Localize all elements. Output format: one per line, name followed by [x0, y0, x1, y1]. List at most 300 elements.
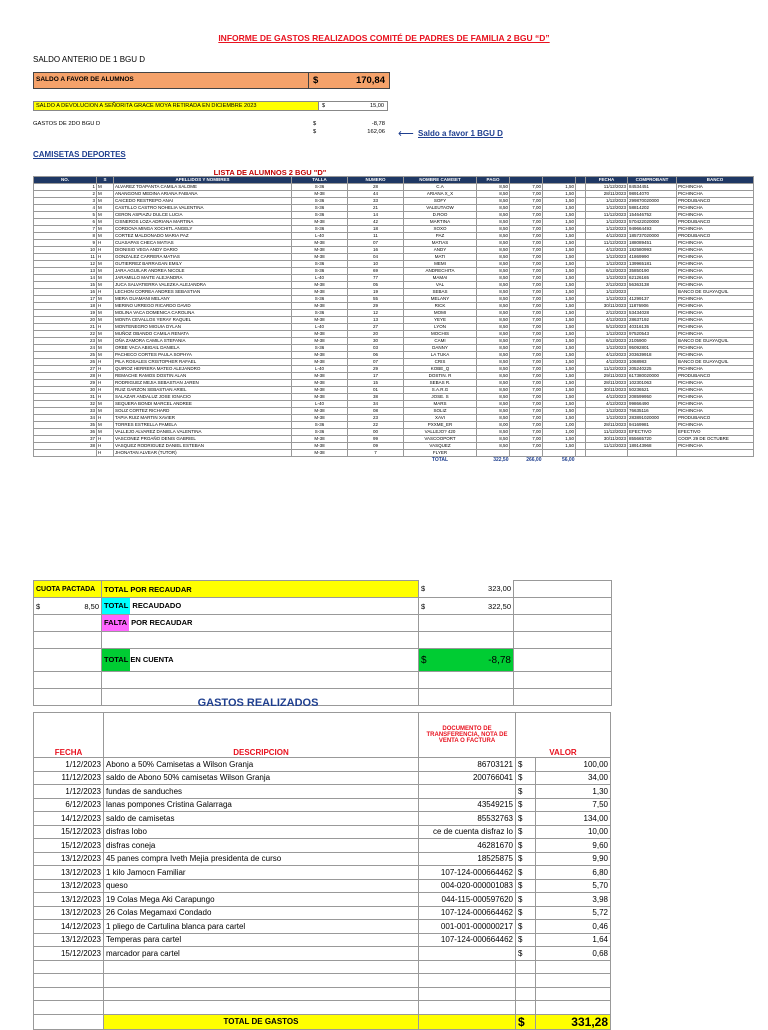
- roster-cell: [576, 359, 586, 366]
- roster-cell: 7,00: [510, 429, 543, 436]
- roster-cell: [34, 450, 97, 457]
- roster-cell: 8,50: [477, 261, 510, 268]
- currency-symbol: $: [516, 947, 536, 961]
- roster-row: [34, 324, 754, 331]
- roster-row: [34, 191, 754, 198]
- gasto-documento: 044-115-000597620: [419, 893, 516, 907]
- roster-cell: 1068983: [628, 359, 677, 366]
- blank-row: [34, 1001, 611, 1015]
- roster-cell: 7: [348, 450, 404, 457]
- roster-cell: VALEUTAOW: [404, 205, 477, 212]
- roster-cell: H: [97, 247, 114, 254]
- roster-cell: 12: [34, 261, 97, 268]
- roster-cell: 8,50: [477, 394, 510, 401]
- roster-cell: GUTIERREZ BARRAGAN EMILY: [114, 261, 292, 268]
- roster-cell: 62126165: [628, 275, 677, 282]
- roster-cell: PRODUBANCO: [677, 415, 754, 422]
- roster-cell: MERA GUAMANI MELANY: [114, 296, 292, 303]
- roster-cell: 7,00: [510, 345, 543, 352]
- roster-cell: H: [97, 366, 114, 373]
- roster-cell: 03: [348, 345, 404, 352]
- roster-cell: 14: [34, 275, 97, 282]
- roster-cell: 6: [34, 219, 97, 226]
- roster-cell: M-38: [292, 415, 348, 422]
- roster-cell: 01: [348, 387, 404, 394]
- roster-cell: 58814202: [628, 205, 677, 212]
- roster-row: [34, 198, 754, 205]
- roster-cell: [628, 289, 677, 296]
- roster-cell: ARIANA X_X: [404, 191, 477, 198]
- roster-cell: 97520543: [628, 331, 677, 338]
- roster-cell: [576, 247, 586, 254]
- roster-total-row: [34, 457, 754, 464]
- blank-row: [34, 632, 612, 649]
- roster-cell: MEMI: [404, 261, 477, 268]
- roster-cell: 33: [348, 198, 404, 205]
- fecha-header: FECHA: [34, 713, 104, 758]
- roster-cell: H: [97, 303, 114, 310]
- roster-cell: LECHON CORREA ANDRES SEBASTIAN: [114, 289, 292, 296]
- roster-cell: 13: [348, 317, 404, 324]
- roster-cell: S-36: [292, 296, 348, 303]
- roster-cell: SOFY: [404, 198, 477, 205]
- saldo-favor-link[interactable]: Saldo a favor 1 BGU D: [418, 129, 503, 138]
- roster-row: [34, 331, 754, 338]
- roster-cell: M-38: [292, 352, 348, 359]
- roster-row: [34, 212, 754, 219]
- roster-cell: PICHINCHA: [677, 184, 754, 191]
- roster-row: [34, 408, 754, 415]
- gasto-fecha: 14/12/2023: [34, 812, 104, 826]
- roster-cell: VASCOOPORT: [404, 436, 477, 443]
- roster-cell: 77: [348, 275, 404, 282]
- gasto-fecha: 13/12/2023: [34, 933, 104, 947]
- roster-cell: MARS: [404, 401, 477, 408]
- roster-cell: 8,50: [477, 268, 510, 275]
- roster-cell: 11: [348, 233, 404, 240]
- roster-cell: M-38: [292, 289, 348, 296]
- roster-cell: 11876906: [628, 303, 677, 310]
- roster-cell: 18: [34, 303, 97, 310]
- roster-cell: SOLIZ: [404, 408, 477, 415]
- roster-cell: [543, 450, 576, 457]
- roster-cell: 1/12/2023: [586, 331, 628, 338]
- roster-row: [34, 450, 754, 457]
- roster-cell: RICK: [404, 303, 477, 310]
- roster-cell: RUIZ GARZON SEBASTIAN ARIEL: [114, 387, 292, 394]
- roster-cell: 20: [348, 331, 404, 338]
- roster-cell: SEQUERA BONDI MARCEL ANDREE: [114, 401, 292, 408]
- roster-cell: DANNY: [404, 345, 477, 352]
- gasto-documento: [419, 785, 516, 799]
- gasto-valor: 7,50: [536, 798, 611, 812]
- roster-cell: H: [97, 324, 114, 331]
- roster-cell: 42: [348, 219, 404, 226]
- roster-cell: PICHINCHA: [677, 296, 754, 303]
- summary-row: [34, 649, 612, 672]
- roster-cell: M-38: [292, 380, 348, 387]
- roster-cell: LYON: [404, 324, 477, 331]
- gasto-documento: ce de cuenta disfraz lo: [419, 825, 516, 839]
- roster-cell: 84534451: [628, 184, 677, 191]
- roster-cell: [510, 450, 543, 457]
- roster-cell: [576, 394, 586, 401]
- roster-cell: 6/12/2023: [586, 268, 628, 275]
- roster-cell: 1,50: [543, 317, 576, 324]
- saldo-1bgu-value: 162,06: [367, 129, 385, 135]
- roster-cell: 1: [34, 184, 97, 191]
- roster-cell: 4/12/2023: [586, 359, 628, 366]
- roster-cell: [576, 261, 586, 268]
- gasto-descripcion: Abono a 50% Camisetas a Wilson Granja: [104, 758, 419, 772]
- gasto-fecha: 1/12/2023: [34, 758, 104, 772]
- roster-cell: [576, 352, 586, 359]
- roster-cell: 8,50: [477, 338, 510, 345]
- roster-cell: RODRIGUEZ MEJIA SEBASTIAN JAREN: [114, 380, 292, 387]
- gastos-total-row: [34, 1014, 611, 1029]
- roster-cell: 7,00: [510, 289, 543, 296]
- roster-cell: C.A: [404, 184, 477, 191]
- currency-symbol: $: [516, 771, 536, 785]
- roster-cell: 31: [34, 394, 97, 401]
- roster-cell: L-40: [292, 401, 348, 408]
- gasto-documento: 107-124-000664462: [419, 906, 516, 920]
- roster-cell: CASTILLO CASTRO NOHELIA VALENTINA: [114, 205, 292, 212]
- roster-cell: 95092801: [628, 345, 677, 352]
- gasto-valor: 34,00: [536, 771, 611, 785]
- roster-cell: 55: [348, 296, 404, 303]
- roster-cell: 69: [348, 268, 404, 275]
- roster-row: [34, 352, 754, 359]
- currency-symbol: $: [516, 852, 536, 866]
- roster-cell: 1,50: [543, 268, 576, 275]
- gastos-row: [34, 798, 611, 812]
- roster-cell: 1,50: [543, 338, 576, 345]
- roster-cell: SOLIZ CORTEZ RICHARD: [114, 408, 292, 415]
- roster-cell: [576, 310, 586, 317]
- roster-row: [34, 380, 754, 387]
- empty-cell: [419, 1014, 516, 1029]
- roster-cell: 2/12/2023: [586, 282, 628, 289]
- roster-row: [34, 254, 754, 261]
- roster-cell: 154646752: [628, 212, 677, 219]
- roster-cell: S-36: [292, 198, 348, 205]
- roster-cell: 1,50: [543, 261, 576, 268]
- roster-cell: JUCA SALVATIERRA VALEZKA ALEJANDRA: [114, 282, 292, 289]
- roster-cell: 1,50: [543, 394, 576, 401]
- valor-header: VALOR: [516, 713, 611, 758]
- en-cuenta-value: -8,78: [488, 654, 511, 666]
- roster-cell: 283891020000: [628, 415, 677, 422]
- roster-column-header: NO.: [34, 177, 97, 184]
- roster-cell: 7,00: [510, 352, 543, 359]
- roster-cell: M: [97, 429, 114, 436]
- roster-cell: [576, 317, 586, 324]
- roster-cell: PICHINCHA: [677, 275, 754, 282]
- roster-cell: 30: [34, 387, 97, 394]
- currency-symbol: $: [421, 654, 427, 666]
- roster-cell: DIONISIO VEGA ANDY DARIO: [114, 247, 292, 254]
- roster-cell: 7,00: [510, 191, 543, 198]
- gasto-valor: 5,70: [536, 879, 611, 893]
- roster-cell: H: [97, 450, 114, 457]
- roster-cell: 4/12/2023: [586, 317, 628, 324]
- gasto-documento: 86703121: [419, 758, 516, 772]
- roster-cell: CERON ASPIAZU DULCE LUCIA: [114, 212, 292, 219]
- roster-row: [34, 268, 754, 275]
- roster-cell: 1,50: [543, 303, 576, 310]
- roster-cell: 11/12/2023: [586, 240, 628, 247]
- roster-cell: 13: [34, 268, 97, 275]
- roster-cell: 7,00: [510, 247, 543, 254]
- devolucion-value-cell: [319, 101, 388, 111]
- roster-cell: 8,50: [477, 191, 510, 198]
- roster-cell: S-36: [292, 226, 348, 233]
- roster-cell: M-38: [292, 394, 348, 401]
- roster-cell: 8,50: [477, 401, 510, 408]
- roster-cell: YEYE: [404, 317, 477, 324]
- devolucion-value: 15,00: [370, 103, 384, 109]
- roster-row: [34, 233, 754, 240]
- roster-cell: 7,00: [510, 387, 543, 394]
- roster-cell: 1,50: [543, 247, 576, 254]
- roster-cell: M-38: [292, 282, 348, 289]
- roster-cell: [576, 205, 586, 212]
- roster-row: [34, 205, 754, 212]
- roster-cell: 41299137: [628, 296, 677, 303]
- roster-cell: 1,50: [543, 415, 576, 422]
- roster-cell: M: [97, 345, 114, 352]
- gasto-documento: 004-020-000001083: [419, 879, 516, 893]
- empty-cell: [586, 457, 628, 464]
- roster-cell: [576, 443, 586, 450]
- roster-row: [34, 401, 754, 408]
- roster-cell: 8,50: [477, 247, 510, 254]
- currency-symbol: $: [421, 584, 426, 593]
- roster-cell: 7,00: [510, 254, 543, 261]
- roster-cell: PICHINCHA: [677, 212, 754, 219]
- currency-symbol: $: [516, 785, 536, 799]
- roster-cell: M: [97, 282, 114, 289]
- roster-cell: JARAMILLO MAITE ALEJANDRA: [114, 275, 292, 282]
- roster-cell: MOMI: [404, 310, 477, 317]
- summary-table: [33, 580, 612, 706]
- summary-label-b: EN CUENTA: [130, 655, 174, 664]
- roster-cell: PICHINCHA: [677, 205, 754, 212]
- roster-cell: 8,50: [477, 436, 510, 443]
- roster-cell: 1,50: [543, 254, 576, 261]
- roster-cell: 855665720: [628, 436, 677, 443]
- roster-cell: M-38: [292, 254, 348, 261]
- roster-cell: 182580993: [628, 247, 677, 254]
- roster-row: [34, 261, 754, 268]
- roster-cell: [628, 450, 677, 457]
- roster-cell: M: [97, 352, 114, 359]
- currency-symbol: $: [516, 812, 536, 826]
- roster-cell: H: [97, 394, 114, 401]
- roster-cell: 7,00: [510, 212, 543, 219]
- roster-cell: 205240225: [628, 366, 677, 373]
- empty-cell: [34, 615, 102, 632]
- roster-row: [34, 345, 754, 352]
- empty-cell: [114, 457, 292, 464]
- saldo-anterior-label: SALDO ANTERIO DE 1 BGU D: [33, 55, 146, 64]
- roster-cell: 8,50: [477, 219, 510, 226]
- roster-cell: 5/12/2023: [586, 324, 628, 331]
- roster-cell: 7,00: [510, 184, 543, 191]
- gastos-total-label: TOTAL DE GASTOS: [104, 1014, 419, 1029]
- roster-cell: 8,50: [477, 226, 510, 233]
- roster-cell: 40316135: [628, 324, 677, 331]
- gasto-fecha: 11/12/2023: [34, 771, 104, 785]
- roster-cell: PXXME_ER: [404, 422, 477, 429]
- roster-column-header: [510, 177, 543, 184]
- roster-cell: M: [97, 184, 114, 191]
- roster-cell: 7,00: [510, 366, 543, 373]
- roster-cell: 33: [34, 408, 97, 415]
- roster-cell: 7,00: [510, 275, 543, 282]
- roster-cell: 1/12/2023: [586, 219, 628, 226]
- roster-cell: 1,50: [543, 184, 576, 191]
- roster-cell: 34: [34, 415, 97, 422]
- roster-cell: PRODUBANCO: [677, 233, 754, 240]
- roster-cell: M: [97, 408, 114, 415]
- roster-cell: 15: [348, 380, 404, 387]
- roster-cell: 7,00: [510, 296, 543, 303]
- roster-cell: 2105900: [628, 338, 677, 345]
- roster-cell: BANCO DE GUAYAQUIL: [677, 338, 754, 345]
- roster-cell: 8,50: [477, 198, 510, 205]
- empty-cell: [34, 1014, 104, 1029]
- cuota-pactada-label: CUOTA PACTADA: [34, 581, 102, 598]
- roster-cell: 1,00: [543, 429, 576, 436]
- roster-cell: 50236521: [628, 387, 677, 394]
- roster-cell: GONZALEZ CARRERA MATIAS: [114, 254, 292, 261]
- gasto-fecha: 15/12/2023: [34, 839, 104, 853]
- roster-cell: [576, 366, 586, 373]
- roster-cell: 617380020000: [628, 373, 677, 380]
- summary-label: [102, 598, 419, 615]
- roster-cell: MONTENEGRO MIGUIA DYLAN: [114, 324, 292, 331]
- roster-cell: [576, 401, 586, 408]
- roster-cell: 28/11/2023: [586, 191, 628, 198]
- roster-cell: 26: [34, 359, 97, 366]
- roster-cell: M: [97, 338, 114, 345]
- gasto-descripcion: saldo de camisetas: [104, 812, 419, 826]
- roster-cell: FLYER: [404, 450, 477, 457]
- roster-row: [34, 429, 754, 436]
- roster-cell: 11/12/2023: [586, 366, 628, 373]
- roster-cell: M-38: [292, 303, 348, 310]
- gastos-row: [34, 906, 611, 920]
- roster-cell: 1,50: [543, 352, 576, 359]
- roster-cell: M-38: [292, 240, 348, 247]
- roster-column-header: TALLA: [292, 177, 348, 184]
- roster-cell: [576, 345, 586, 352]
- gastos-row: [34, 812, 611, 826]
- roster-cell: 7,00: [510, 380, 543, 387]
- roster-cell: 35: [34, 422, 97, 429]
- currency-symbol: $: [313, 129, 317, 135]
- summary-row: [34, 581, 612, 598]
- roster-cell: 1/12/2023: [586, 408, 628, 415]
- roster-cell: 23: [34, 338, 97, 345]
- roster-cell: PICHINCHA: [677, 282, 754, 289]
- roster-cell: 30/11/2023: [586, 436, 628, 443]
- roster-cell: 7,00: [510, 331, 543, 338]
- roster-cell: S-36: [292, 429, 348, 436]
- gastos-row: [34, 785, 611, 799]
- roster-cell: 32: [34, 401, 97, 408]
- roster-cell: 09: [348, 443, 404, 450]
- roster-cell: [576, 338, 586, 345]
- roster-cell: KOBE_Q: [404, 366, 477, 373]
- summary-label-b: RECAUDADO: [132, 601, 182, 610]
- roster-cell: 94169981: [628, 422, 677, 429]
- roster-cell: 9: [34, 240, 97, 247]
- roster-cell: PICHINCHA: [677, 254, 754, 261]
- summary-row: [34, 615, 612, 632]
- roster-row: [34, 436, 754, 443]
- roster-cell: SEBAS R.: [404, 380, 477, 387]
- roster-cell: S-36: [292, 184, 348, 191]
- gasto-valor: 100,00: [536, 758, 611, 772]
- roster-cell: 37: [34, 436, 97, 443]
- roster-cell: S-36: [292, 345, 348, 352]
- roster-cell: PICHINCHA: [677, 261, 754, 268]
- roster-cell: VALLEJO? 420: [404, 429, 477, 436]
- lista-title: LISTA DE ALUMNOS 2 BGU "D": [213, 168, 327, 177]
- roster-cell: 7,00: [510, 268, 543, 275]
- empty-cell: [34, 457, 97, 464]
- roster-cell: 24: [34, 345, 97, 352]
- currency-symbol: $: [516, 879, 536, 893]
- roster-cell: 28/11/2023: [586, 422, 628, 429]
- summary-value-cell: [419, 581, 513, 597]
- roster-cell: 04: [348, 254, 404, 261]
- roster-cell: [576, 422, 586, 429]
- roster-row: [34, 303, 754, 310]
- roster-cell: 1,50: [543, 205, 576, 212]
- roster-cell: 1,50: [543, 226, 576, 233]
- gasto-valor: 0,68: [536, 947, 611, 961]
- roster-cell: VASQUEZ: [404, 443, 477, 450]
- roster-cell: MERINO URREGO RICARDO DAVID: [114, 303, 292, 310]
- roster-cell: 41869990: [628, 254, 677, 261]
- roster-cell: 203639918: [628, 352, 677, 359]
- roster-cell: 7,00: [510, 373, 543, 380]
- roster-cell: 4/12/2023: [586, 352, 628, 359]
- roster-cell: 20: [34, 317, 97, 324]
- roster-cell: PICHINCHA: [677, 380, 754, 387]
- roster-cell: 1,50: [543, 345, 576, 352]
- roster-column-header: APELLIDOS Y NOMBRES: [114, 177, 292, 184]
- roster-cell: [576, 450, 586, 457]
- roster-column-header: PAGO: [477, 177, 510, 184]
- gastos-row: [34, 866, 611, 880]
- roster-cell: 8,50: [477, 317, 510, 324]
- roster-cell: 38: [34, 443, 97, 450]
- roster-cell: [576, 233, 586, 240]
- gasto-descripcion: 1 pliego de Cartulina blanca para cartel: [104, 920, 419, 934]
- gasto-documento: 107-124-000664462: [419, 866, 516, 880]
- roster-cell: 7,00: [510, 422, 543, 429]
- roster-cell: 8,50: [477, 366, 510, 373]
- summary-label-a: TOTAL: [104, 584, 129, 594]
- devolucion-row: [33, 101, 388, 111]
- roster-cell: H: [97, 289, 114, 296]
- roster-cell: 14: [348, 212, 404, 219]
